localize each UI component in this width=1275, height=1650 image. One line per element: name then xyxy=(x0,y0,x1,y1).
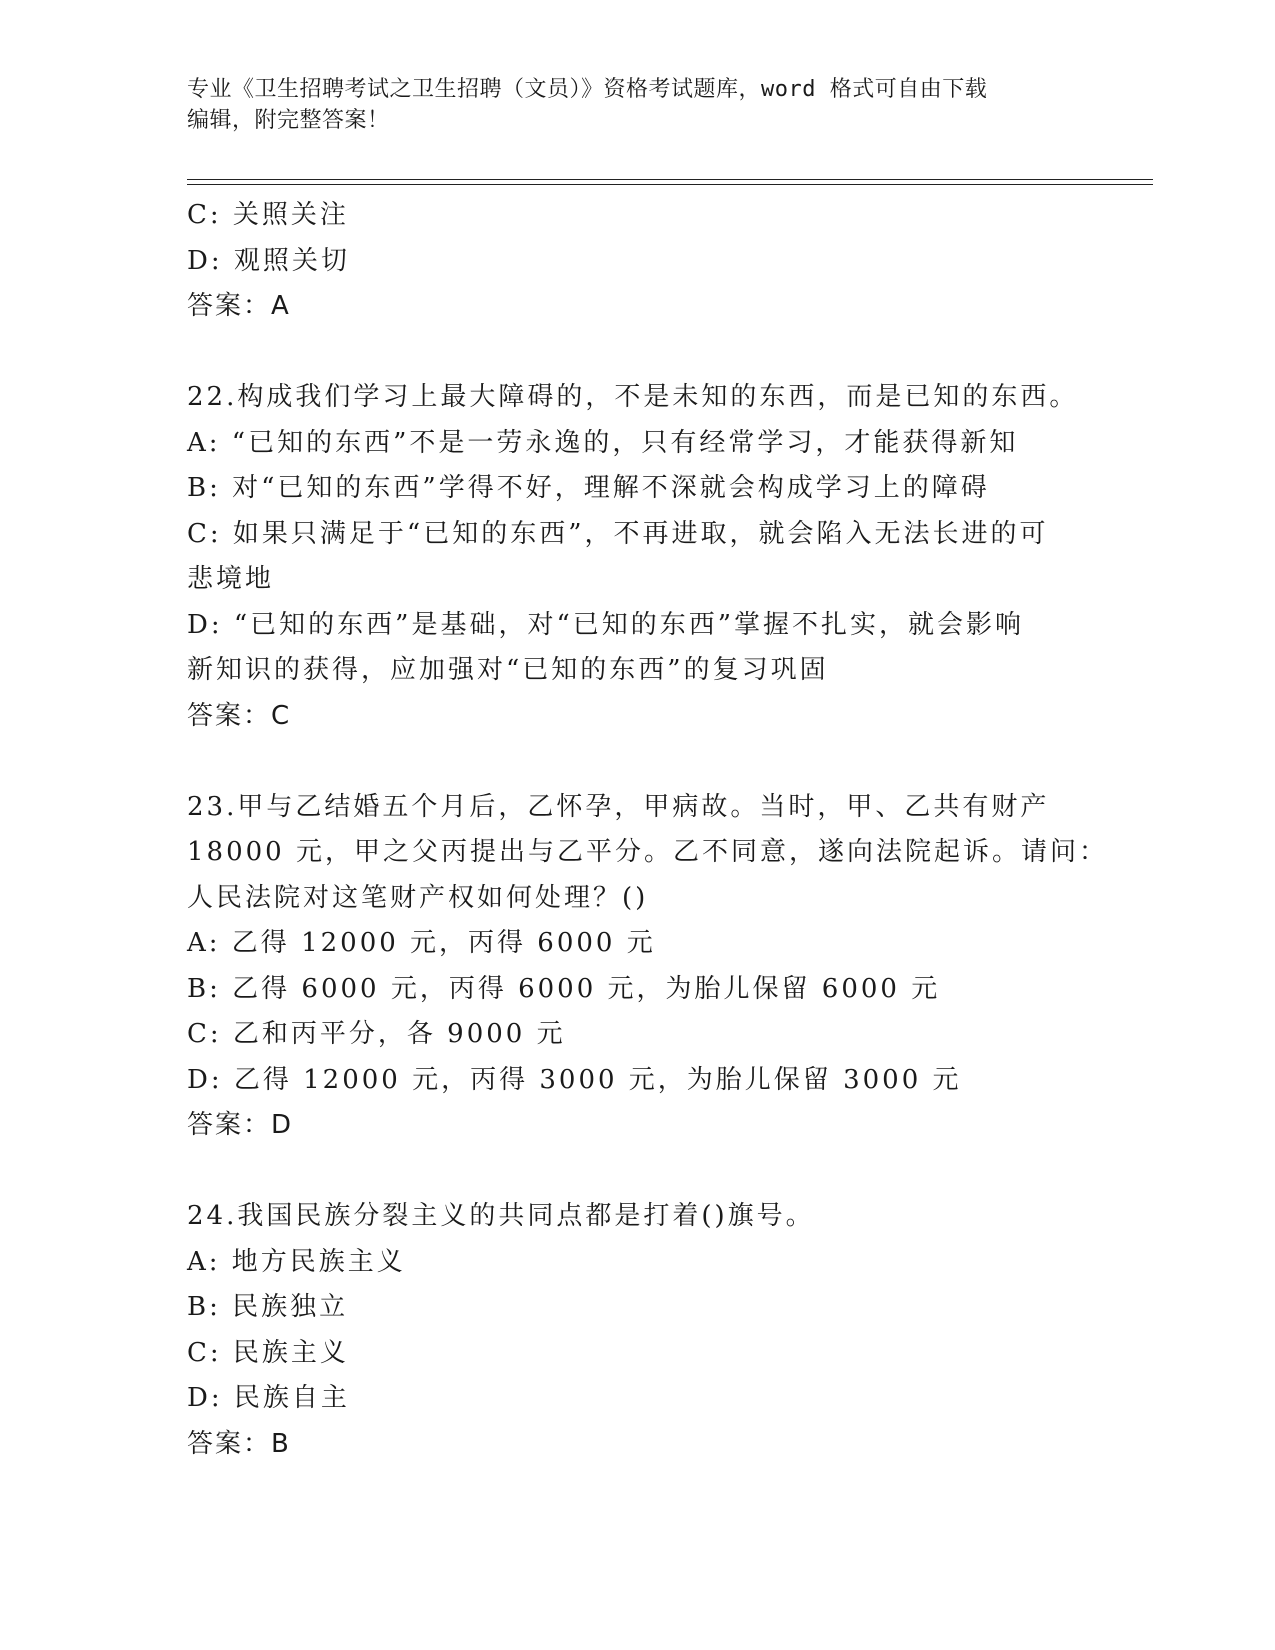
q22-option-d-line-2: 新知识的获得，应加强对“已知的东西”的复习巩固 xyxy=(187,655,829,685)
q21-option-c: C: 关照关注 xyxy=(187,200,349,230)
q21-answer: 答案：A xyxy=(187,291,291,321)
document-body xyxy=(187,193,1108,1467)
q22-option-a: A: “已知的东西”不是一劳永逸的，只有经常学习，才能获得新知 xyxy=(187,427,1019,458)
q23-option-c: C: 乙和丙平分，各 9000 元 xyxy=(187,1019,566,1049)
q23-stem-line-1: 23.甲与乙结婚五个月后，乙怀孕，甲病故。当时，甲、乙共有财产 xyxy=(187,791,1050,822)
question-24 xyxy=(187,1194,1087,1467)
q23-option-b: B: 乙得 6000 元，丙得 6000 元，为胎儿保留 6000 元 xyxy=(187,973,941,1004)
header-rule-bottom xyxy=(187,184,1153,185)
q23-option-a: A: 乙得 12000 元，丙得 6000 元 xyxy=(187,928,656,958)
q23-option-d: D: 乙得 12000 元，丙得 3000 元，为胎儿保留 3000 元 xyxy=(187,1064,962,1095)
q22-option-c-line-2: 悲境地 xyxy=(187,564,275,594)
q22-option-d-line-1: D: “已知的东西”是基础，对“已知的东西”掌握不扎实，就会影响 xyxy=(187,609,1025,640)
header-line-2: 编辑，附完整答案！ xyxy=(187,108,390,133)
spacer xyxy=(187,330,1087,376)
q22-answer: 答案：C xyxy=(187,700,292,731)
q24-option-b: B: 民族独立 xyxy=(187,1292,349,1322)
q24-stem: 24.我国民族分裂主义的共同点都是打着()旗号。 xyxy=(187,1201,815,1231)
q23-stem-line-2: 18000 元，甲之父丙提出与乙平分。乙不同意，遂向法院起诉。请问： xyxy=(187,837,1108,867)
q21-option-d: D: 观照关切 xyxy=(187,245,350,276)
q24-option-a: A: 地方民族主义 xyxy=(187,1246,406,1277)
q23-stem-line-3: 人民法院对这笔财产权如何处理？() xyxy=(187,882,649,913)
question-22 xyxy=(187,375,1087,739)
header-rule-top xyxy=(187,179,1153,180)
page-header xyxy=(187,74,1067,136)
header-line-1: 专业《卫生招聘考试之卫生招聘（文员）》资格考试题库，word 格式可自由下载 xyxy=(187,77,988,102)
q24-answer: 答案：B xyxy=(187,1428,291,1459)
q22-stem: 22.构成我们学习上最大障碍的，不是未知的东西，而是已知的东西。 xyxy=(187,382,1079,412)
spacer xyxy=(187,739,1087,785)
q24-option-d: D: 民族自主 xyxy=(187,1383,350,1413)
q23-answer: 答案：D xyxy=(187,1110,294,1140)
question-21-tail xyxy=(187,193,1087,330)
question-23 xyxy=(187,785,1108,1149)
q24-option-c: C: 民族主义 xyxy=(187,1337,349,1368)
q22-option-c-line-1: C: 如果只满足于“已知的东西”，不再进取，就会陷入无法长进的可 xyxy=(187,518,1049,549)
q22-option-b: B: 对“已知的东西”学得不好，理解不深就会构成学习上的障碍 xyxy=(187,473,990,503)
spacer xyxy=(187,1149,1087,1195)
